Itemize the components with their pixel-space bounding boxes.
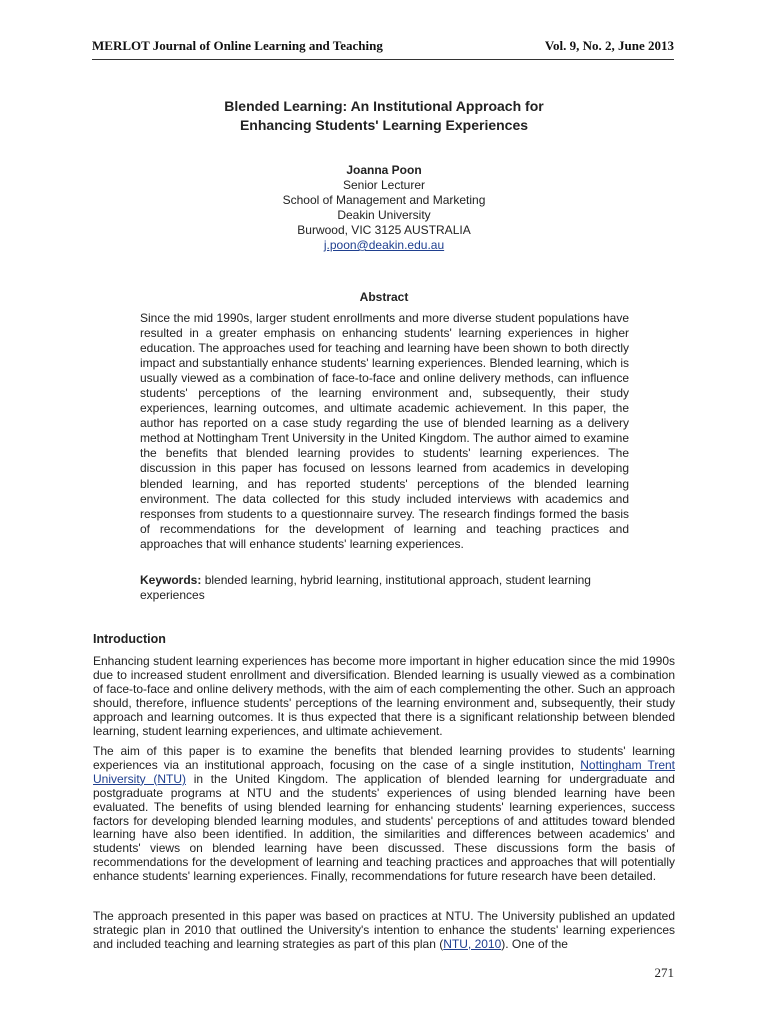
author-address: Burwood, VIC 3125 AUSTRALIA — [297, 223, 471, 237]
header-rule — [92, 59, 674, 60]
keywords-text: blended learning, hybrid learning, institutional approach, student learning experiences — [140, 573, 591, 602]
p2-text-before: The aim of this paper is to examine the benefits that blended learning provides to students' learning experiences via an institutional approach, focusing on the case of a single institution, — [93, 744, 675, 772]
p2-text-after: in the United Kingdom. The application of blended learning for undergraduate and postgraduate programs at NTU and the students' experiences of using blended learning have been evaluated. The benefits of using blended learning for enhancing students' learning experiences, success factors for developing blended learning modules, and students' perceptions of and attitudes toward blended learning have also been identified. In addition, the similarities and differences between academics' and students' views on blended learning have been discussed. These discussions form the basis of recommendations for the development of learning and teaching practices and approaches that will potentially enhance students' learning experiences. Finally, recommendations for future research have been detailed. — [93, 771, 675, 884]
author-block — [0, 163, 768, 253]
running-header — [92, 38, 674, 54]
author-email-link[interactable]: j.poon@deakin.edu.au — [323, 238, 445, 252]
intro-paragraph-1: Enhancing student learning experiences has become more important in higher education since the mid 1990s due to increased student enrollment and diversification. Blended learning is usually viewed as a combination of face-to-face and online delivery methods, with the aim of each complementing the other. Such an approach should, therefore, influence students' perceptions of the learning environment and, subsequently, their study approach and learning outcomes. It is thus expected that there is a significant relationship between blended learning, student learning experiences, and ultimate achievement. — [93, 654, 675, 738]
volume-info: Vol. 9, No. 2, June 2013 — [544, 38, 674, 53]
abstract-text: Since the mid 1990s, larger student enrollments and more diverse student populations have resulted in a greater emphasis on enhancing students' learning experiences in higher education. The approaches used for teaching and learning have been shown to both directly impact and substantially enhance students' learning experiences. Blended learning, which is usually viewed as a combination of face-to-face and online delivery methods, can influence students' perceptions of the learning environment and, subsequently, their study experiences, learning outcomes, and ultimate academic achievement. In this paper, the author has reported on a case study regarding the use of blended learning as a delivery method at Nottingham Trent University in the United Kingdom. The author aimed to examine the benefits that blended learning provides to students' learning experiences. The discussion in this paper has focused on lessons learned from academics in developing blended learning, and has reported students' perceptions of the blended learning environment. The data collected for this study included interviews with academics and responses from students to a questionnaire survey. The research findings formed the basis of recommendations for the development of learning and teaching practices and approaches that will enhance students' learning experiences. — [140, 311, 629, 551]
author-school: School of Management and Marketing — [282, 193, 486, 207]
abstract-heading: Abstract — [359, 290, 409, 304]
author-name: Joanna Poon — [346, 163, 422, 177]
ntu-link[interactable]: Nottingham Trent University (NTU) — [93, 757, 676, 786]
ntu-2010-citation-link[interactable]: NTU, 2010 — [443, 936, 502, 951]
author-university: Deakin University — [337, 208, 431, 222]
journal-name: MERLOT Journal of Online Learning and Teaching — [92, 38, 383, 53]
paper-title — [0, 97, 768, 135]
introduction-heading: Introduction — [93, 632, 166, 646]
p3-text-after: ). One of the — [501, 936, 568, 951]
intro-paragraph-2 — [93, 745, 675, 884]
keywords — [140, 573, 629, 603]
intro-paragraph-3 — [93, 910, 675, 952]
page-number: 271 — [654, 965, 674, 980]
keywords-label: Keywords: — [140, 573, 202, 587]
author-position: Senior Lecturer — [342, 178, 426, 192]
title-line-2: Enhancing Students' Learning Experiences — [239, 117, 529, 133]
title-line-1: Blended Learning: An Institutional Approach for — [224, 98, 544, 114]
p3-text-before: The approach presented in this paper was based on practices at NTU. The University published an updated strategic plan in 2010 that outlined the University's intention to enhance the students' learning experiences and included teaching and learning strategies as part of this plan ( — [93, 909, 675, 951]
